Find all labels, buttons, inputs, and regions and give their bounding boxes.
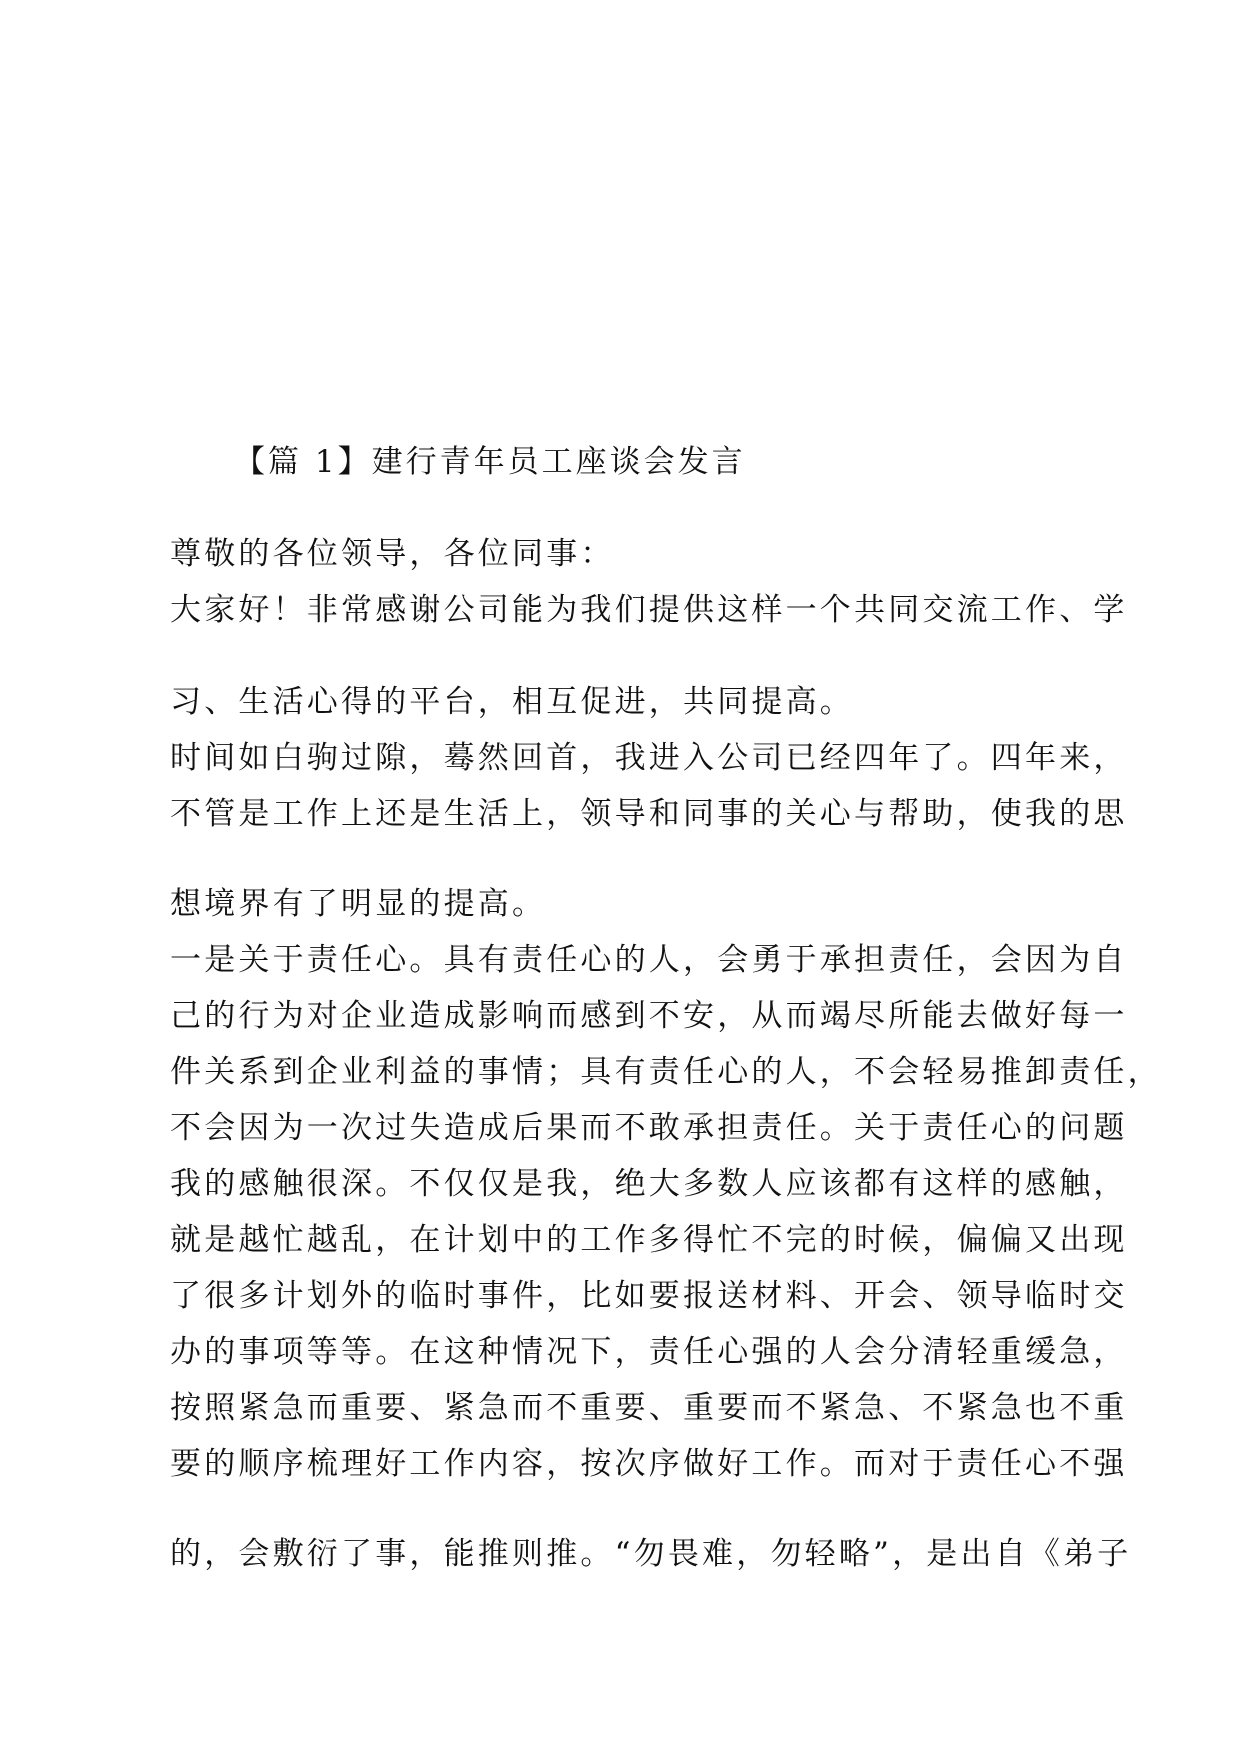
paragraph-line: 不管是工作上还是生活上，领导和同事的关心与帮助，使我的思 <box>170 796 1128 832</box>
paragraph-line: 办的事项等等。在这种情况下，责任心强的人会分清轻重缓急， <box>170 1334 1128 1370</box>
paragraph-line: 一是关于责任心。具有责任心的人，会勇于承担责任，会因为自 <box>170 942 1128 978</box>
paragraph-line: 我的感触很深。不仅仅是我，绝大多数人应该都有这样的感触， <box>170 1166 1128 1202</box>
paragraph-line: 大家好！非常感谢公司能为我们提供这样一个共同交流工作、学 <box>170 592 1128 628</box>
paragraph-line: 习、生活心得的平台，相互促进，共同提高。 <box>170 684 854 720</box>
paragraph-line: 时间如白驹过隙，蓦然回首，我进入公司已经四年了。四年来， <box>170 740 1128 776</box>
paragraph-line: 了很多计划外的临时事件，比如要报送材料、开会、领导临时交 <box>170 1278 1128 1314</box>
paragraph-line: 不会因为一次过失造成后果而不敢承担责任。关于责任心的问题 <box>170 1110 1128 1146</box>
document-title: 【篇 1】建行青年员工座谈会发言 <box>234 444 746 480</box>
paragraph-line: 按照紧急而重要、紧急而不重要、重要而不紧急、不紧急也不重 <box>170 1390 1128 1426</box>
paragraph-line: 的，会敷衍了事，能推则推。“勿畏难，勿轻略”，是出自《弟子 <box>170 1536 1132 1572</box>
paragraph-line: 己的行为对企业造成影响而感到不安，从而竭尽所能去做好每一 <box>170 998 1128 1034</box>
salutation-line: 尊敬的各位领导，各位同事： <box>170 536 615 572</box>
paragraph-line: 要的顺序梳理好工作内容，按次序做好工作。而对于责任心不强 <box>170 1446 1128 1482</box>
paragraph-line: 就是越忙越乱，在计划中的工作多得忙不完的时候，偏偏又出现 <box>170 1222 1128 1258</box>
paragraph-line: 想境界有了明显的提高。 <box>170 886 547 922</box>
paragraph-line: 件关系到企业利益的事情；具有责任心的人，不会轻易推卸责任， <box>170 1054 1162 1090</box>
